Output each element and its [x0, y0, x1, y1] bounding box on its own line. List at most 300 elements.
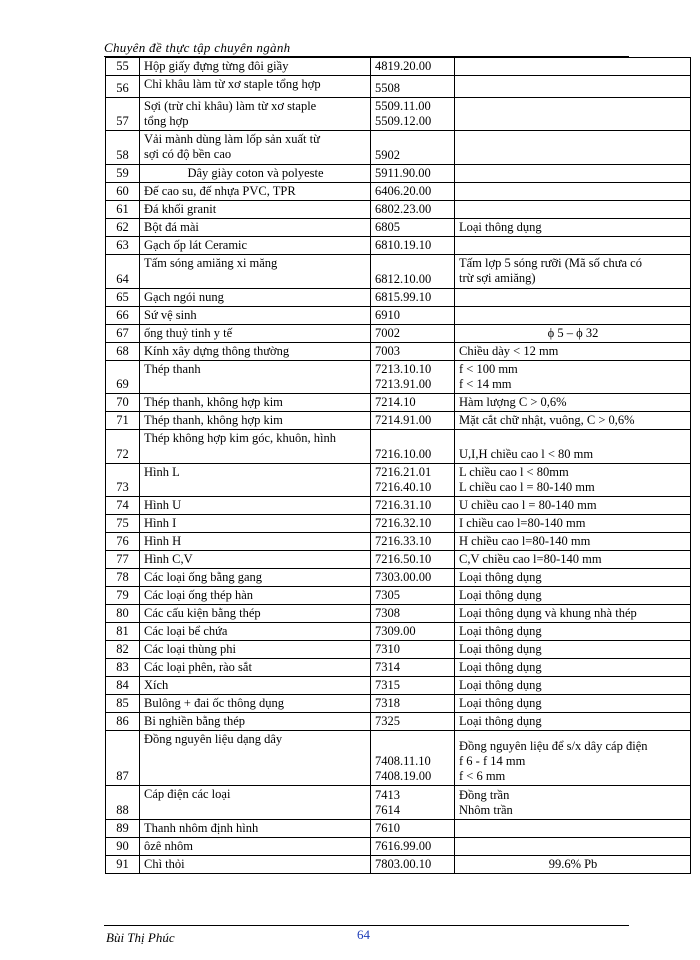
item-name-line: Bột đá mài [144, 220, 199, 234]
item-note-line: Nhôm trần [459, 803, 513, 817]
item-note [455, 430, 691, 464]
item-note-line: Chiều dày < 12 mm [459, 344, 559, 358]
hs-code [371, 569, 455, 587]
item-name [140, 569, 371, 587]
table-row [106, 587, 691, 605]
item-note [455, 605, 691, 623]
row-number: 58 [106, 131, 140, 165]
tariff-table [105, 57, 691, 874]
row-number: 55 [106, 58, 140, 76]
item-name-line: Thép thanh [144, 362, 201, 376]
table-row [106, 343, 691, 361]
row-number: 57 [106, 98, 140, 131]
item-name-line: sợi có độ bền cao [144, 147, 232, 161]
table-row [106, 412, 691, 430]
hs-code [371, 497, 455, 515]
hs-code [371, 820, 455, 838]
item-name [140, 412, 371, 430]
item-name [140, 307, 371, 325]
item-note-line: Loại thông dụng [459, 220, 542, 234]
row-number: 82 [106, 641, 140, 659]
table-row [106, 641, 691, 659]
item-name [140, 98, 371, 131]
row-number: 81 [106, 623, 140, 641]
hs-code [371, 131, 455, 165]
table-row [106, 219, 691, 237]
row-number: 76 [106, 533, 140, 551]
hs-code-line: 4819.20.00 [375, 59, 432, 73]
hs-code [371, 394, 455, 412]
table-row [106, 677, 691, 695]
item-note [455, 695, 691, 713]
hs-code [371, 623, 455, 641]
item-note-line: f < 100 mm [459, 362, 518, 376]
item-note [455, 98, 691, 131]
item-name-line: Đồng nguyên liệu dạng dây [144, 732, 283, 746]
item-name [140, 587, 371, 605]
item-name-line: Bulông + đai ốc thông dụng [144, 696, 285, 710]
item-name-line: Chỉ khâu làm từ xơ staple tổng hợp [144, 77, 321, 91]
hs-code [371, 165, 455, 183]
item-name-line: Thép thanh, không hợp kim [144, 413, 283, 427]
item-name [140, 623, 371, 641]
item-name [140, 515, 371, 533]
item-name-line: ống thuỷ tinh y tế [144, 326, 233, 340]
item-note-line: Loại thông dụng và khung nhà thép [459, 606, 637, 620]
hs-code-line: 7310 [375, 642, 400, 656]
table-row [106, 307, 691, 325]
row-number: 65 [106, 289, 140, 307]
item-note [455, 533, 691, 551]
row-number: 56 [106, 76, 140, 98]
table-row [106, 713, 691, 731]
item-note [455, 361, 691, 394]
item-name [140, 497, 371, 515]
item-name [140, 605, 371, 623]
hs-code [371, 731, 455, 786]
item-name [140, 201, 371, 219]
item-name [140, 183, 371, 201]
row-number: 70 [106, 394, 140, 412]
row-number: 77 [106, 551, 140, 569]
hs-code-line: 7213.91.00 [375, 377, 432, 391]
row-number: 67 [106, 325, 140, 343]
hs-code-line: 7214.91.00 [375, 413, 432, 427]
item-note-line: Loại thông dụng [459, 714, 542, 728]
table-row [106, 430, 691, 464]
hs-code-line: 7610 [375, 821, 400, 835]
hs-code [371, 856, 455, 874]
item-name [140, 289, 371, 307]
item-note-line: I chiều cao l=80-140 mm [459, 516, 586, 530]
item-note [455, 219, 691, 237]
item-note-line: Hàm lượng C > 0,6% [459, 395, 567, 409]
table-row [106, 131, 691, 165]
row-number: 61 [106, 201, 140, 219]
hs-code-line: 7216.50.10 [375, 552, 432, 566]
row-number: 60 [106, 183, 140, 201]
hs-code [371, 343, 455, 361]
item-note [455, 551, 691, 569]
page-number: 64 [357, 927, 370, 942]
item-name [140, 343, 371, 361]
item-note [455, 820, 691, 838]
hs-code [371, 605, 455, 623]
item-name [140, 856, 371, 874]
hs-code-line: 6910 [375, 308, 400, 322]
table-row [106, 786, 691, 820]
table-row [106, 569, 691, 587]
item-note [455, 289, 691, 307]
row-number: 85 [106, 695, 140, 713]
item-name [140, 219, 371, 237]
item-name [140, 551, 371, 569]
row-number: 73 [106, 464, 140, 497]
row-number: 90 [106, 838, 140, 856]
row-number: 59 [106, 165, 140, 183]
item-name-line: Các loại ống bằng gang [144, 570, 263, 584]
hs-code-line: 7318 [375, 696, 400, 710]
table-row [106, 464, 691, 497]
item-name-line: Gạch ốp lát Ceramic [144, 238, 248, 252]
row-number: 84 [106, 677, 140, 695]
row-number: 87 [106, 731, 140, 786]
item-note [455, 623, 691, 641]
hs-code-line: 6406.20.00 [375, 184, 432, 198]
item-name-line: Dây giày coton và polyeste [187, 166, 324, 180]
table-row [106, 551, 691, 569]
item-note-line: Tấm lợp 5 sóng rưỡi (Mã số chưa có [459, 256, 642, 270]
item-name-line: Kính xây dựng thông thường [144, 344, 290, 358]
item-name [140, 237, 371, 255]
hs-code [371, 587, 455, 605]
table-row [106, 237, 691, 255]
row-number: 89 [106, 820, 140, 838]
item-note [455, 255, 691, 289]
row-number: 88 [106, 786, 140, 820]
table-row [106, 183, 691, 201]
item-name-line: tổng hợp [144, 114, 189, 128]
item-note [455, 201, 691, 219]
hs-code-line: 7413 [375, 788, 400, 802]
table-row [106, 289, 691, 307]
item-note-line: f < 6 mm [459, 769, 506, 783]
item-name [140, 464, 371, 497]
table-row [106, 605, 691, 623]
hs-code [371, 361, 455, 394]
item-note-line: Loại thông dụng [459, 696, 542, 710]
item-note [455, 856, 691, 874]
row-number: 62 [106, 219, 140, 237]
item-name-line: Thép thanh, không hợp kim [144, 395, 283, 409]
row-number: 79 [106, 587, 140, 605]
item-name-line: Sứ vệ sinh [144, 308, 197, 322]
row-number: 91 [106, 856, 140, 874]
table-row [106, 255, 691, 289]
item-note-line: Đồng nguyên liệu để s/x dây cáp điện [459, 739, 648, 753]
hs-code [371, 464, 455, 497]
hs-code-line: 6802.23.00 [375, 202, 432, 216]
item-note [455, 677, 691, 695]
item-name [140, 677, 371, 695]
item-name-line: Thép không hợp kim góc, khuôn, hình [144, 431, 337, 445]
hs-code-line: 5509.11.00 [375, 99, 431, 113]
item-name [140, 58, 371, 76]
item-note [455, 165, 691, 183]
item-name-line: Thanh nhôm định hình [144, 821, 259, 835]
hs-code-line: 6812.10.00 [375, 272, 432, 286]
hs-code-line: 6815.99.10 [375, 290, 432, 304]
item-name [140, 165, 371, 183]
hs-code [371, 786, 455, 820]
hs-code [371, 695, 455, 713]
hs-code [371, 412, 455, 430]
hs-code [371, 713, 455, 731]
table-row [106, 98, 691, 131]
hs-code-line: 7216.21.01 [375, 465, 432, 479]
hs-code [371, 838, 455, 856]
item-note-line: f < 14 mm [459, 377, 512, 391]
hs-code-line: 7314 [375, 660, 400, 674]
item-name-line: Đế cao su, đế nhựa PVC, TPR [144, 184, 296, 198]
item-note [455, 497, 691, 515]
table-row [106, 856, 691, 874]
item-note-line: Loại thông dụng [459, 660, 542, 674]
item-note [455, 641, 691, 659]
footer-author: Bùi Thị Phúc [106, 930, 175, 945]
item-note-line: Loại thông dụng [459, 624, 542, 638]
item-name [140, 731, 371, 786]
row-number: 66 [106, 307, 140, 325]
tariff-table-container [105, 57, 690, 874]
item-note [455, 394, 691, 412]
table-row [106, 838, 691, 856]
table-row [106, 731, 691, 786]
item-note [455, 237, 691, 255]
item-note [455, 838, 691, 856]
row-number: 63 [106, 237, 140, 255]
hs-code-line: 7309.00 [375, 624, 416, 638]
hs-code-line: 5902 [375, 148, 400, 162]
item-name [140, 641, 371, 659]
item-name-line: Các loại thùng phi [144, 642, 236, 656]
hs-code [371, 201, 455, 219]
item-note [455, 464, 691, 497]
item-name [140, 430, 371, 464]
hs-code-line: 5509.12.00 [375, 114, 432, 128]
item-name-line: Hình C,V [144, 552, 193, 566]
table-row [106, 76, 691, 98]
row-number: 69 [106, 361, 140, 394]
item-name [140, 695, 371, 713]
table-row [106, 58, 691, 76]
hs-code [371, 219, 455, 237]
item-note-line: Loại thông dụng [459, 678, 542, 692]
table-row [106, 201, 691, 219]
item-note [455, 412, 691, 430]
item-name-line: Sợi (trừ chỉ khâu) làm từ xơ staple [144, 99, 317, 113]
item-note [455, 659, 691, 677]
row-number: 68 [106, 343, 140, 361]
item-note [455, 58, 691, 76]
hs-code [371, 98, 455, 131]
item-note [455, 131, 691, 165]
item-note [455, 76, 691, 98]
item-note [455, 325, 691, 343]
item-note-line: H chiều cao l=80-140 mm [459, 534, 591, 548]
item-name [140, 131, 371, 165]
item-name [140, 659, 371, 677]
hs-code [371, 677, 455, 695]
item-note-line: L chiều cao l < 80mm [459, 465, 569, 479]
item-note [455, 569, 691, 587]
item-name-line: Chì thỏi [144, 857, 185, 871]
item-name [140, 786, 371, 820]
item-name-line: Hình U [144, 498, 182, 512]
hs-code-line: 6810.19.10 [375, 238, 432, 252]
table-row [106, 515, 691, 533]
row-number: 78 [106, 569, 140, 587]
page-header-title: Chuyên đề thực tập chuyên ngành [104, 40, 291, 55]
item-name-line: Các loại ống thép hàn [144, 588, 253, 602]
hs-code [371, 659, 455, 677]
hs-code [371, 551, 455, 569]
item-name-line: Gạch ngói nung [144, 290, 224, 304]
item-name-line: Các loại bể chứa [144, 624, 228, 638]
hs-code-line: 7003 [375, 344, 400, 358]
table-row [106, 394, 691, 412]
table-row [106, 325, 691, 343]
item-note-line: Loại thông dụng [459, 642, 542, 656]
table-row [106, 533, 691, 551]
row-number: 72 [106, 430, 140, 464]
footer-divider [104, 925, 629, 926]
item-name-line: Hộp giấy đựng từng đôi giầy [144, 59, 289, 73]
item-name-line: Hình H [144, 534, 182, 548]
hs-code [371, 237, 455, 255]
item-name [140, 255, 371, 289]
hs-code-line: 7216.10.00 [375, 447, 432, 461]
item-note [455, 307, 691, 325]
hs-code-line: 5911.90.00 [375, 166, 431, 180]
hs-code-line: 7614 [375, 803, 400, 817]
table-row [106, 820, 691, 838]
item-note-line: C,V chiều cao l=80-140 mm [459, 552, 602, 566]
item-note-line: Loại thông dụng [459, 570, 542, 584]
item-note-line: 99.6% Pb [548, 857, 598, 871]
hs-code [371, 255, 455, 289]
hs-code-line: 7216.40.10 [375, 480, 432, 494]
item-name [140, 713, 371, 731]
hs-code-line: 6805 [375, 220, 400, 234]
hs-code-line: 7315 [375, 678, 400, 692]
hs-code [371, 307, 455, 325]
hs-code-line: 7216.31.10 [375, 498, 432, 512]
item-name-line: Cáp điện các loại [144, 787, 231, 801]
table-row [106, 623, 691, 641]
row-number: 64 [106, 255, 140, 289]
item-note [455, 515, 691, 533]
hs-code [371, 641, 455, 659]
item-name-line: Bi nghiền bằng thép [144, 714, 246, 728]
item-note [455, 343, 691, 361]
row-number: 80 [106, 605, 140, 623]
tariff-table-body [106, 58, 691, 874]
row-number: 83 [106, 659, 140, 677]
item-note-line: Loại thông dụng [459, 588, 542, 602]
item-name-line: ôzê nhôm [144, 839, 193, 853]
item-name [140, 394, 371, 412]
table-row [106, 695, 691, 713]
item-name-line: Hình I [144, 516, 177, 530]
item-name-line: Đá khối granit [144, 202, 217, 216]
row-number: 71 [106, 412, 140, 430]
item-note [455, 183, 691, 201]
table-row [106, 361, 691, 394]
hs-code [371, 289, 455, 307]
hs-code-line: 5508 [375, 81, 400, 95]
item-name-line: Hình L [144, 465, 180, 479]
item-note [455, 731, 691, 786]
item-name-line: Tấm sóng amiăng xi măng [144, 256, 278, 270]
hs-code-line: 7408.11.10 [375, 754, 431, 768]
item-name [140, 820, 371, 838]
item-note-line: U chiều cao l = 80-140 mm [459, 498, 597, 512]
hs-code-line: 7213.10.10 [375, 362, 432, 376]
item-name [140, 76, 371, 98]
item-name [140, 533, 371, 551]
row-number: 86 [106, 713, 140, 731]
row-number: 74 [106, 497, 140, 515]
hs-code [371, 325, 455, 343]
item-note-line: ϕ 5 – ϕ 32 [547, 326, 599, 340]
item-name-line: Các loại phên, rào sắt [144, 660, 252, 674]
item-name-line: Vải mành dùng làm lốp sản xuất từ [144, 132, 320, 146]
item-note [455, 713, 691, 731]
hs-code-line: 7216.33.10 [375, 534, 432, 548]
item-name-line: Xích [144, 678, 169, 692]
hs-code [371, 430, 455, 464]
item-name [140, 325, 371, 343]
item-note [455, 786, 691, 820]
item-name [140, 838, 371, 856]
hs-code [371, 76, 455, 98]
hs-code-line: 7803.00.10 [375, 857, 432, 871]
hs-code-line: 7408.19.00 [375, 769, 432, 783]
row-number: 75 [106, 515, 140, 533]
hs-code [371, 183, 455, 201]
hs-code-line: 7303.00.00 [375, 570, 432, 584]
hs-code-line: 7002 [375, 326, 400, 340]
item-note-line: L chiều cao l = 80-140 mm [459, 480, 595, 494]
hs-code [371, 533, 455, 551]
hs-code-line: 7214.10 [375, 395, 416, 409]
hs-code-line: 7305 [375, 588, 400, 602]
table-row [106, 659, 691, 677]
item-note [455, 587, 691, 605]
item-note-line: Mặt cắt chữ nhật, vuông, C > 0,6% [459, 413, 635, 427]
hs-code-line: 7216.32.10 [375, 516, 432, 530]
table-row [106, 165, 691, 183]
item-name-line: Các cấu kiện bằng thép [144, 606, 261, 620]
hs-code-line: 7308 [375, 606, 400, 620]
item-note-line: U,I,H chiều cao l < 80 mm [459, 447, 594, 461]
hs-code [371, 515, 455, 533]
item-note-line: Đồng trần [459, 788, 510, 802]
item-name [140, 361, 371, 394]
table-row [106, 497, 691, 515]
hs-code [371, 58, 455, 76]
